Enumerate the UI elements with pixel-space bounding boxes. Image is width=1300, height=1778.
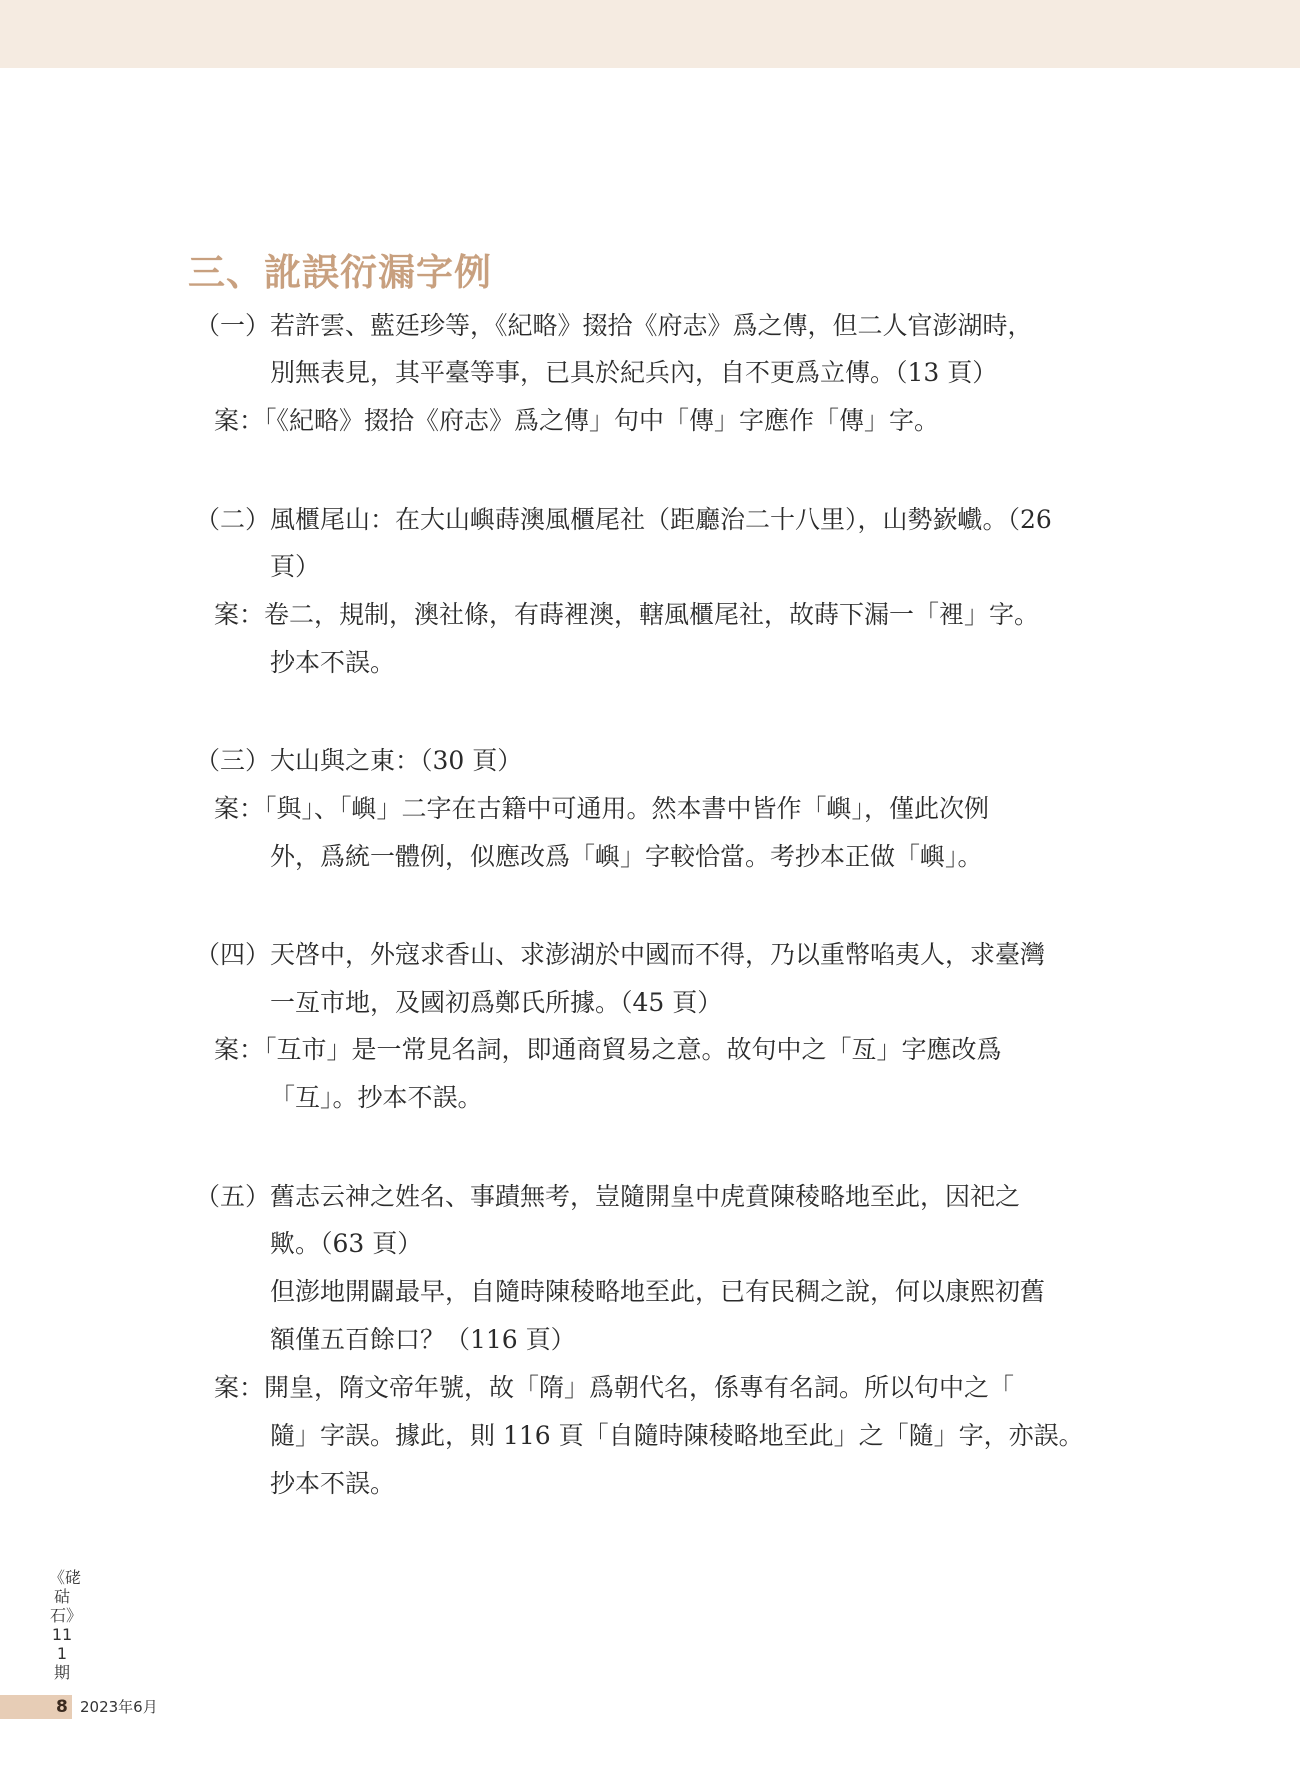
entry-2-note-1: 案：卷二，規制，澳社條，有蒔裡澳，轄風櫃尾社，故蒔下漏一「裡」字。	[214, 600, 1040, 629]
header-band	[0, 0, 1300, 68]
journal-title: 《硓𥑮石》111期	[49, 1568, 82, 1682]
entry-4-line-1: （四）天啓中，外寇求香山、求澎湖於中國而不得，乃以重幣啗夷人，求臺灣	[195, 940, 1046, 969]
entry-5-line-2: 歟。（63 頁）	[270, 1229, 423, 1258]
entry-2-note-2: 抄本不誤。	[270, 648, 396, 677]
entry-3-note-1: 案：「與」、「嶼」二字在古籍中可通用。然本書中皆作「嶼」，僅此次例	[214, 794, 990, 823]
entry-4-line-2: 一亙市地，及國初爲鄭氏所據。（45 頁）	[270, 988, 723, 1017]
entry-5-note-3: 抄本不誤。	[270, 1469, 396, 1498]
entry-5-note-2: 隨」字誤。據此，則 116 頁「自隨時陳稜略地至此」之「隨」字，亦誤。	[270, 1421, 1084, 1450]
entry-4-note-1: 案：「互市」是一常見名詞，即通商貿易之意。故句中之「亙」字應改爲	[214, 1035, 1002, 1064]
entry-3-note-2: 外，爲統一體例，似應改爲「嶼」字較恰當。考抄本正做「嶼」。	[270, 842, 983, 871]
section-title: 三、訛誤衍漏字例	[188, 251, 492, 294]
page-number: 8	[56, 1697, 68, 1717]
issue-date: 2023年6月	[80, 1698, 158, 1716]
entry-3-line-1: （三）大山與之東：（30 頁）	[195, 746, 523, 775]
entry-1-note-1: 案：「《紀略》掇拾《府志》爲之傳」句中「傳」字應作「傳」字。	[214, 406, 940, 435]
entry-5-line-1: （五）舊志云神之姓名、事蹟無考，豈隨開皇中虎賁陳稜略地至此，因祀之	[195, 1182, 1021, 1211]
entry-5-note-1: 案：開皇，隋文帝年號，故「隋」爲朝代名，係專有名詞。所以句中之「	[214, 1373, 1015, 1402]
entry-5-line-3: 但澎地開闢最早，自隨時陳稜略地至此，已有民稠之說，何以康熙初舊	[270, 1277, 1046, 1306]
entry-2-line-1: （二）風櫃尾山：在大山嶼蒔澳風櫃尾社（距廳治二十八里），山勢嶔巇。（26	[195, 505, 1052, 534]
entry-4-note-2: 「互」。抄本不誤。	[270, 1083, 483, 1112]
entry-5-line-4: 額僅五百餘口？（116 頁）	[270, 1325, 576, 1354]
entry-1-line-2: 別無表見，其平臺等事，已具於紀兵內，自不更爲立傳。（13 頁）	[270, 358, 998, 387]
entry-2-line-2: 頁）	[270, 552, 321, 581]
entry-1-line-1: （一）若許雲、藍廷珍等，《紀略》掇拾《府志》爲之傳，但二人官澎湖時，	[195, 311, 1033, 340]
